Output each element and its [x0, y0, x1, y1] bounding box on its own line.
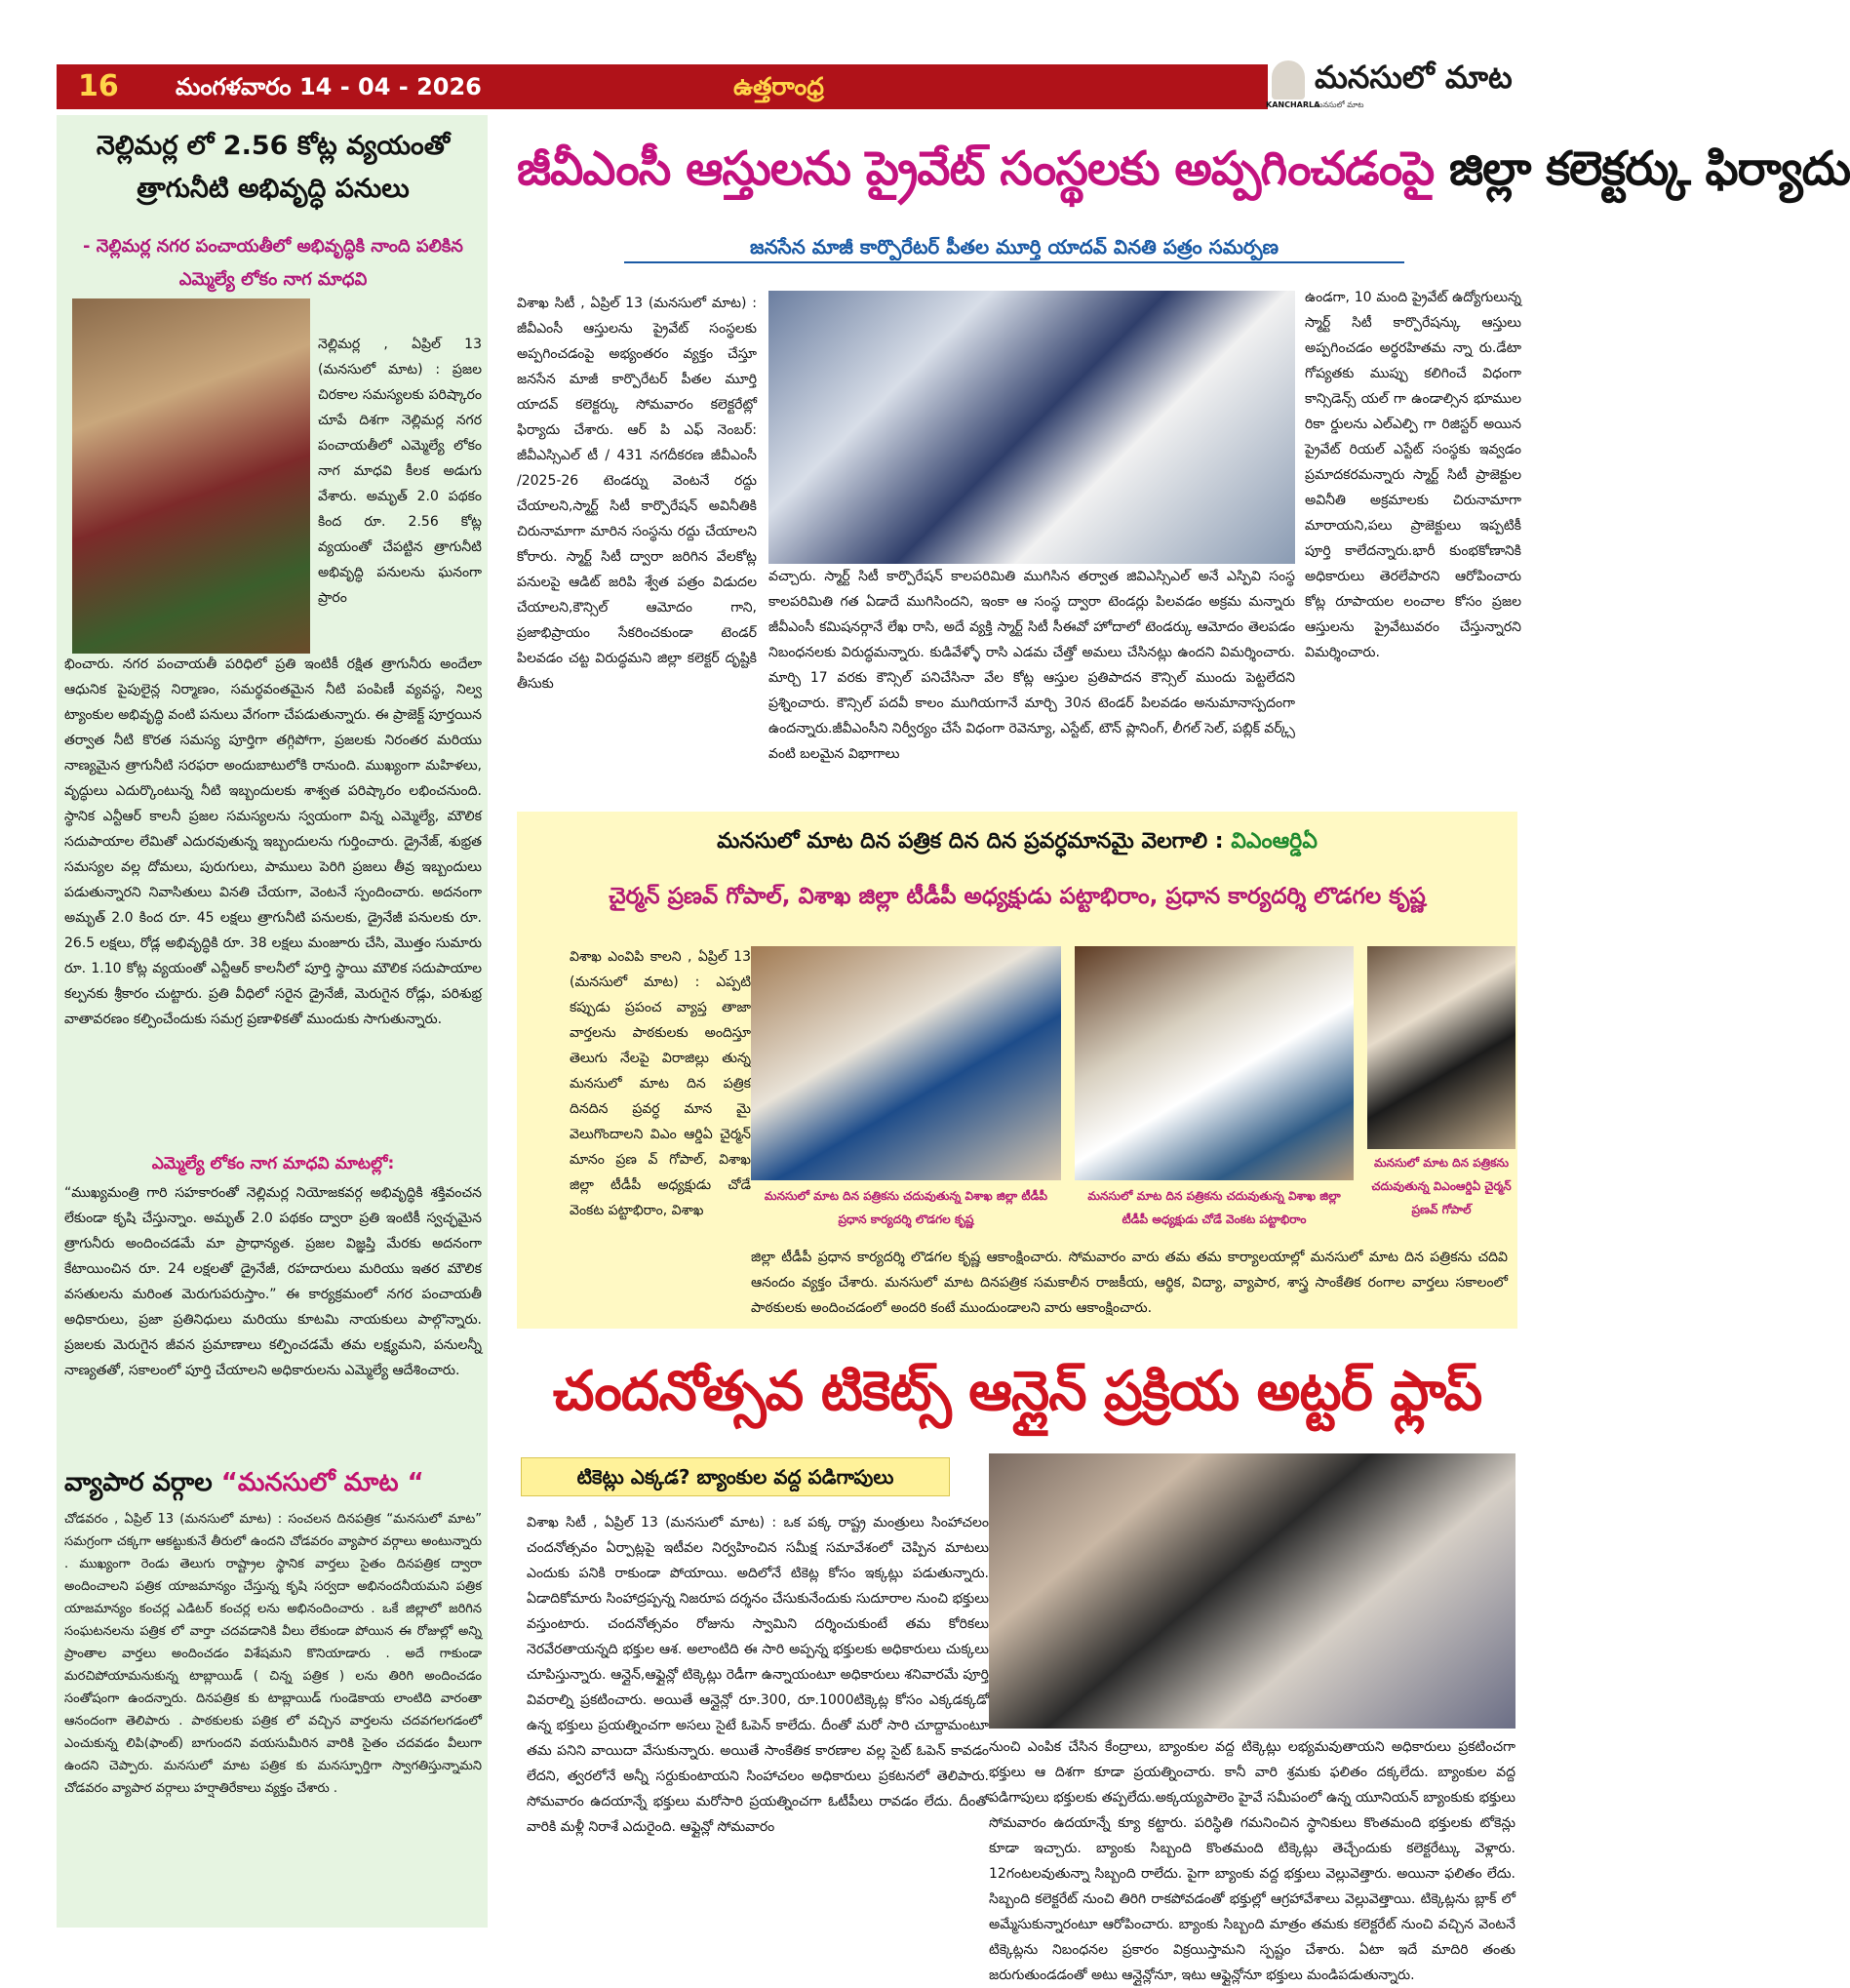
top-story-photo — [768, 291, 1295, 564]
bottom-story-column-1: విశాఖ సిటీ , ఏప్రిల్ 13 (మనసులో మాట) : ఒక పక్క రాష్ట్ర మంత్రులు సింహాచలం చందనోత్సవం ఏర్పాట్లపై ఇటీవల నిర్వహించిన సమీక్ష సమావేశంలో చెప్పిన మాటలు ఎందుకు పనికి రాకుండా పోయాయి. అదిలోనే టికెట్ల కోసం ఇక్కట్లు పడుతున్నారు. ఏడాదికోమారు సింహాద్రప్పన్న నిజరూప దర్శనం చేసుకునేందుకు సుదూరాల నుంచి భక్తులు వస్తుంటారు. చందనోత్సవం రోజును స్వామిని దర్శించుకుంటే తమ కోరికలు నెరవేరతాయన్నది భక్తుల ఆశ. అలాంటిది ఈ సారి అప్పన్న భక్తులకు అధికారులు చుక్కలు చూపిస్తున్నారు. ఆన్లైన్,ఆఫ్లైన్లో టిక్కెట్లు రెడీగా ఉన్నాయంటూ అధికారులు శనివారమే పూర్తి వివరాల్ని ప్రకటించారు. అయితే ఆన్లైన్లో రూ.300, రూ.1000టిక్కెట్ల కోసం ఎక్కడక్కడో ఉన్న భక్తులు ప్రయత్నించగా అసలు సైటే ఓపెన్ కాలేదు. దీంతో మరో సారి చూద్దామంటూ తమ పనిని వాయిదా వేసుకున్నారు. అయితే సాంకేతిక కారణాల వల్ల సైట్ ఓపెన్ కావడం లేదని, త్వరలోనే అన్నీ సర్దుకుంటాయని సింహాచలం అధికారులు ప్రకటనలో తెలిపారు. సోమవారం ఉదయాన్నే భక్తులు మరోసారి ప్రయత్నించగా ఓటీపీలు రావడం లేదు. దీంతో వారికి మళ్లీ నిరాశే ఎదురైంది. ఆఫ్లైన్లో సోమవారం — [527, 1515, 989, 1835]
business-headline-part-b: “మనసులో మాట “ — [220, 1468, 424, 1497]
top-story-subhead: జనసేన మాజీ కార్పొరేటర్ పీతల మూర్తి యాదవ్ వినతి పత్రం సమర్పణ — [624, 230, 1404, 263]
issue-date: మంగళవారం 14 - 04 - 2026 — [176, 73, 482, 100]
newspaper-brand: మనసులో మాట — [1315, 59, 1513, 96]
bottom-story-subhead: టికెట్లు ఎక్కడ? బ్యాంకుల వద్ద పడిగాపులు — [521, 1457, 950, 1496]
left-story-photo — [72, 298, 310, 654]
top-headline-part-b: జిల్లా కలెక్టర్కు ఫిర్యాదు — [1449, 141, 1850, 196]
feature-photo-2-caption: మనసులో మాట దిన పత్రికను చదువుతున్న విశాఖ జిల్లా టీడీపీ అధ్యక్షుడు చోడే వెంకట పట్టాభిరాం — [1087, 1189, 1341, 1226]
bottom-story-photo — [989, 1453, 1515, 1729]
top-story-column-3: ఉండగా, 10 మంది ప్రైవేట్ ఉద్యోగులున్న స్మార్ట్ సిటీ కార్పొరేషన్కు ఆస్తులు అప్పగించడం అర్థరహితమ న్నా రు.డేటా గోప్యతకు ముప్పు కలిగించే విధంగా కాన్సిడెన్స్ యల్ గా ఉండాల్సిన భూముల రికా ర్డులను ఎల్ఎల్పి గా రిజిస్టర్ అయిన ప్రైవేట్ రియల్ ఎస్టేట్ సంస్థకు ఇవ్వడం ప్రమాదకరమన్నారు స్మార్ట్ సిటీ ప్రాజెక్టుల అవినీతి అక్రమాలకు చిరునామాగా మారాయని,పలు ప్రాజెక్టులు ఇప్పటికీ పూర్తి కాలేదన్నారు.భారీ కుంభకోణానికి అధికారులు తెరలేపారని ఆరోపించారు కోట్ల రూపాయల లంచాల కోసం ప్రజల ఆస్తులను ప్రైవేటువరం చేస్తున్నారని విమర్శించారు. — [1305, 290, 1521, 660]
left-story-subhead: - నెల్లిమర్ల నగర పంచాయతీలో అభివృద్ధికి నాంది పలికిన ఎమ్మెల్యే లోకం నాగ మాధవి — [83, 236, 463, 290]
business-headline-part-a: వ్యాపార వర్గాల — [64, 1468, 221, 1497]
feature-headline-1-part-a: మనసులో మాట దిన పత్రిక దిన దిన ప్రవర్ధమానమై వెలగాలి : — [717, 829, 1232, 854]
bottom-story-column-2: నుంచి ఎంపిక చేసిన కేంద్రాలు, బ్యాంకుల వద్ద టిక్కెట్లు లభ్యమవుతాయని అధికారులు ప్రకటించగా భక్తులు ఆ దిశగా కూడా ప్రయత్నించారు. కానీ వారి శ్రమకు ఫలితం దక్కలేదు. బ్యాంకుల వద్ద పడిగాపులు భక్తులకు తప్పలేదు.అక్కయ్యపాలెం హైవే సమీపంలో ఉన్న యూనియన్ బ్యాంకుకు భక్తులు సోమవారం ఉదయాన్నే క్యూ కట్టారు. పరిస్థితి గమనించిన స్థానికులు కొంతమంది భక్తులకు టోకెన్లు కూడా ఇచ్చారు. బ్యాంకు సిబ్బంది కొంతమంది టిక్కెట్లు తెచ్చేందుకు కలెక్టరేట్కు వెళ్లారు. 12గంటలవుతున్నా సిబ్బంది రాలేదు. పైగా బ్యాంకు వద్ద భక్తులు వెల్లువెత్తారు. అయినా ఫలితం లేదు. సిబ్బంది కలెక్టరేట్ నుంచి తిరిగి రాకపోవడంతో భక్తుల్లో ఆగ్రహావేశాలు వెల్లువెత్తాయి. టిక్కెట్లను బ్లాక్ లో అమ్మేసుకున్నారంటూ ఆరోపించారు. బ్యాంకు సిబ్బంది మాత్రం తమకు కలెక్టరేట్ నుంచి వచ్చిన వెంటనే టిక్కెట్లను నిబంధనల ప్రకారం విక్రయిస్తామని స్పష్టం చేశారు. ఏటా ఇదే మాదిరి తంతు జరుగుతుండడంతో అటు ఆన్లైన్లోనూ, ఇటు ఆఫ్లైన్లోనూ భక్తులు మండిపడుతున్నారు. — [989, 1739, 1515, 1983]
feature-photo-2 — [1075, 946, 1354, 1180]
feature-photo-3 — [1367, 946, 1515, 1149]
left-story-body-3: “ముఖ్యమంత్రి గారి సహకారంతో నెల్లిమర్ల నియోజకవర్గ అభివృద్ధికి శక్తివంచన లేకుండా కృషి చేస్తున్నాం. అమృత్ 2.0 పథకం ద్వారా ప్రతి ఇంటికీ స్వచ్ఛమైన త్రాగునీరు అందించడమే మా ప్రాధాన్యత. ప్రజల విజ్ఞప్తి మేరకు అదనంగా కేటాయించిన రూ. 24 లక్షలతో డ్రైనేజీ, రహదారులు మరియు ఇతర మౌలిక వసతులను మరింత మెరుగుపరుస్తాం.” ఈ కార్యక్రమంలో నగర పంచాయతీ అధికారులు, ప్రజా ప్రతినిధులు మరియు కూటమి నాయకులు పాల్గొన్నారు. ప్రజలకు మెరుగైన జీవన ప్రమాణాలు కల్పించడమే తమ లక్ష్యమని, పనులన్నీ నాణ్యతతో, సకాలంలో పూర్తి చేయాలని అధికారులను ఎమ్మెల్యే ఆదేశించారు. — [64, 1185, 482, 1378]
feature-headline-2: చైర్మన్ ప్రణవ్ గోపాల్, విశాఖ జిల్లా టీడీపీ అధ్యక్షుడు పట్టాభిరాం, ప్రధాన కార్యదర్శి లొడగల కృష్ణ — [609, 884, 1426, 909]
edition-name: ఉత్తరాంధ్ర — [733, 72, 824, 100]
bottom-story-headline: చందనోత్సవ టికెట్స్ ఆన్లైన్ ప్రక్రియ అట్టర్ ఫ్లాప్ — [552, 1360, 1482, 1423]
feature-photo-1 — [751, 946, 1061, 1180]
feature-headline-1 — [527, 825, 1508, 858]
left-story-body-1: నెల్లిమర్ల , ఏప్రిల్ 13 (మనసులో మాట) : ప్రజల చిరకాల సమస్యలకు పరిష్కారం చూపే దిశగా నెల్లిమర్ల నగర పంచాయతీలో ఎమ్మెల్యే లోకం నాగ మాధవి కీలక అడుగు వేశారు. అమృత్ 2.0 పథకం కింద రూ. 2.56 కోట్ల వ్యయంతో చేపట్టిన త్రాగునీటి అభివృద్ధి పనులను ఘనంగా ప్రారం — [318, 337, 482, 606]
top-story-headline — [517, 139, 1850, 199]
business-story-body: చోడవరం , ఏప్రిల్ 13 (మనసులో మాట) : సంచలన దినపత్రిక “మనసులో మాట” సమగ్రంగా చక్కగా ఆకట్టుకునే తీరులో ఉందని చోడవరం వ్యాపార వర్గాలు అంటున్నారు . ముఖ్యంగా రెండు తెలుగు రాష్ట్రాల స్థానిక వార్తలు సైతం దినపత్రిక ద్వారా అందించాలని పత్రిక యాజమాన్యం చేస్తున్న కృషి సర్వదా అభినందనీయమని పత్రిక యాజమాన్యం కంచర్ల ఎడిటర్ కంచర్ల లను అభినందించారు . ఒకే జిల్లాలో జరిగిన సంఘటనలను పత్రిక లో వార్తా చదవడానికి వీలు లేకుండా పోయిన ఈ రోజుల్లో అన్ని ప్రాంతాల వార్తలు అందించడం విశేషమని కొనియాడారు . అదే గాకుండా మరచిపోయామనుకున్న టాబ్లాయిడ్ ( చిన్న పత్రిక ) లను తిరిగి అందించడం సంతోషంగా ఉందన్నారు. దినపత్రిక కు టాబ్లాయిడ్ గుండెకాయ లాంటిది వారంతా ఆనందంగా తెలిపారు . పాఠకులకు పత్రిక లో వచ్చిన వార్తలను చదవగలగడంలో ఎంచుకున్న లిపి(ఫాంట్) బాగుందని వయసుమీరిన వారికి సైతం చదవడం వీలుగా ఉందని చెప్పారు. మనసులో మాట పత్రిక కు మనస్ఫూర్తిగా స్వాగతిస్తున్నామని చోడవరం వ్యాపార వర్గాలు హర్షాతిరేకాలు వ్యక్తం చేశారు . — [64, 1512, 482, 1796]
feature-column-2: జిల్లా టీడీపీ ప్రధాన కార్యదర్శి లొడగల కృష్ణ ఆకాంక్షించారు. సోమవారం వారు తమ తమ కార్యాలయాల్లో మనసులో మాట దిన పత్రికను చదివి ఆనందం వ్యక్తం చేశారు. మనసులో మాట దినపత్రిక సమకాలీన రాజకీయ, ఆర్థిక, విద్యా, వ్యాపార, శాస్త్ర సాంకేతిక రంగాల వార్తలు సకాలంలో పాఠకులకు అందించడంలో అందరి కంటే ముందుండాలని వారు ఆకాంక్షించారు. — [751, 1250, 1508, 1316]
page-number: 16 — [78, 69, 119, 103]
left-story-headline: నెల్లిమర్ల లో 2.56 కోట్ల వ్యయంతో త్రాగునీటి అభివృద్ధి పనులు — [96, 131, 451, 204]
editor-photo — [1272, 60, 1305, 99]
top-story-column-2: వచ్చారు. స్మార్ట్ సిటీ కార్పొరేషన్ కాలపరిమితి ముగిసిన తర్వాత జివిఎస్సిఎల్ అనే ఎస్పివి సంస్థ కాలపరిమితి గత ఏడాదే ముగిసిందని, ఇంకా ఆ సంస్థ ద్వారా టెండర్లు పిలవడం అక్రమ మన్నారు జీవీఎంసీ కమిషనర్గానే లేఖ రాసి, అదే వ్యక్తి స్మార్ట్ సిటీ సీఈవో హోదాలో టెండర్కు ఆమోదం తెలపడం నిబంధనలకు విరుద్ధమన్నారు. కుడివేళ్ళో రాసి ఎడమ చేత్తో అమలు చేసినట్లు ఉందని విమర్శించారు. మార్చి 17 వరకు కౌన్సిల్ పనిచేసినా వేల కోట్ల ఆస్తుల ప్రతిపాదన కౌన్సిల్ ముందు పెట్టలేదని ప్రశ్నించారు. కౌన్సిల్ పదవీ కాలం ముగియగానే మార్చి 30న టెండర్ పిలవడం అనుమానాస్పదంగా ఉందన్నారు.జీవీఎంసీని నిర్వీర్యం చేసే విధంగా రెవెన్యూ, ఎస్టేట్, టౌన్ ప్లానింగ్, లీగల్ సెల్, పబ్లిక్ వర్క్స్ వంటి బలమైన విభాగాలు — [768, 569, 1295, 762]
feature-column-1: విశాఖ ఎంవిపి కాలని , ఏప్రిల్ 13 (మనసులో మాట) : ఎప్పటి కప్పుడు ప్రపంచ వ్యాప్త తాజా వార్తలను పాఠకులకు అందిస్తూ తెలుగు నేలపై విరాజిల్లు తున్న మనసులో మాట దిన పత్రిక దినదిన ప్రవర్ధ మాన మై వెలుగొందాలని విఎం ఆర్డిఏ చైర్మన్ మానం ప్రణ వ్ గోపాల్, విశాఖ జిల్లా టీడీపీ అధ్యక్షుడు చోడే వెంకట పట్టాభిరాం, విశాఖ — [570, 949, 751, 1218]
top-story-column-1: విశాఖ సిటీ , ఏప్రిల్ 13 (మనసులో మాట) : జీవీఎంసీ ఆస్తులను ప్రైవేట్ సంస్థలకు అప్పగించడంపై అభ్యంతరం వ్యక్తం చేస్తూ జనసేన మాజీ కార్పొరేటర్ పీతల మూర్తి యాదవ్ కలెక్టర్కు సోమవారం కలెక్టరేట్లో ఫిర్యాదు చేశారు. ఆర్ పి ఎఫ్ నెంబర్: జీవీఎస్సిఎల్ టీ / 431 నగదీకరణ జీవీఎంసీ /2025-26 టెండర్ను వెంటనే రద్దు చేయాలని,స్మార్ట్ సిటీ కార్పొరేషన్ అవినీతికి చిరునామాగా మారిన సంస్థను రద్దు చేయాలని కోరారు. స్మార్ట్ సిటీ ద్వారా జరిగిన వేలకోట్ల పనులపై ఆడిట్ జరిపి శ్వేత పత్రం విడుదల చేయాలని,కౌన్సిల్ ఆమోదం గాని, ప్రజాభిప్రాయం సేకరించకుండా టెండర్ పిలవడం చట్ట విరుద్ధమని జిల్లా కలెక్టర్ దృష్టికి తీసుకు — [517, 296, 757, 692]
left-story-quote-heading: ఎమ్మెల్యే లోకం నాగ మాధవి మాటల్లో: — [151, 1154, 395, 1173]
business-story-headline — [64, 1463, 482, 1502]
left-story-body-2: భించారు. నగర పంచాయతీ పరిధిలో ప్రతి ఇంటికీ రక్షిత త్రాగునీరు అందేలా ఆధునిక పైపులైన్ల నిర్మాణం, సమర్థవంతమైన నీటి పంపిణీ వ్యవస్థ, నిల్వ ట్యాంకుల అభివృద్ధి వంటి పనులు వేగంగా చేపడుతున్నారు. ఈ ప్రాజెక్ట్ పూర్తయిన తర్వాత నీటి కొరత సమస్య పూర్తిగా తగ్గిపోగా, ప్రజలకు నిరంతర మరియు నాణ్యమైన త్రాగునీటి సరఫరా అందుబాటులోకి రానుంది. ముఖ్యంగా మహిళలు, వృద్ధులు ఎదుర్కొంటున్న నీటి ఇబ్బందులకు శాశ్వత పరిష్కారం లభించనుంది. స్థానిక ఎన్టీఆర్ కాలనీ ప్రజల సమస్యలను స్వయంగా విన్న ఎమ్మెల్యే, మౌలిక సదుపాయాల లేమితో ఎదురవుతున్న ఇబ్బందులను గుర్తించారు. డ్రైనేజ్, శుభ్రత సమస్యల వల్ల దోమలు, పురుగులు, పాములు పెరిగి ప్రజలు తీవ్ర ఇబ్బందులు పడుతున్నారని నివాసితులు వినతి చేయగా, వెంటనే స్పందించారు. అదనంగా అమృత్ 2.0 కింద రూ. 45 లక్షలు త్రాగునీటి పనులకు, డ్రైనేజీ పనులకు రూ. 26.5 లక్షలు, రోడ్ల అభివృద్ధికి రూ. 38 లక్షలు మంజూరు చేసి, మొత్తం సుమారు రూ. 1.10 కోట్ల వ్యయంతో ఎన్టీఆర్ కాలనీలో పూర్తి స్థాయి మౌలిక సదుపాయాల కల్పనకు శ్రీకారం చుట్టారు. ప్రతి వీధిలో సరైన డ్రైనేజీ, మెరుగైన రోడ్లు, పరిశుభ్ర వాతావరణం కల్పించేందుకు సమగ్ర ప్రణాళికతో ముందుకు సాగుతున్నారు. — [64, 656, 482, 1027]
feature-photo-3-caption: మనసులో మాట దిన పత్రికను చదువుతున్న విఎంఆర్డిఏ చైర్మన్ ప్రణవ్ గోపాల్ — [1371, 1156, 1512, 1216]
editor-photo-caption: KANCHARLA — [1266, 100, 1320, 109]
feature-headline-1-part-b: విఎంఆర్డిఏ — [1231, 829, 1318, 854]
top-headline-part-a: జీవీఎంసీ ఆస్తులను ప్రైవేట్ సంస్థలకు అప్పగించడంపై — [517, 141, 1450, 196]
feature-photo-1-caption: మనసులో మాట దిన పత్రికను చదువుతున్న విశాఖ జిల్లా టీడీపీ ప్రధాన కార్యదర్శి లొడగల కృష్ణ — [764, 1189, 1048, 1226]
newspaper-tagline: మనసులో మాట — [1315, 100, 1364, 109]
